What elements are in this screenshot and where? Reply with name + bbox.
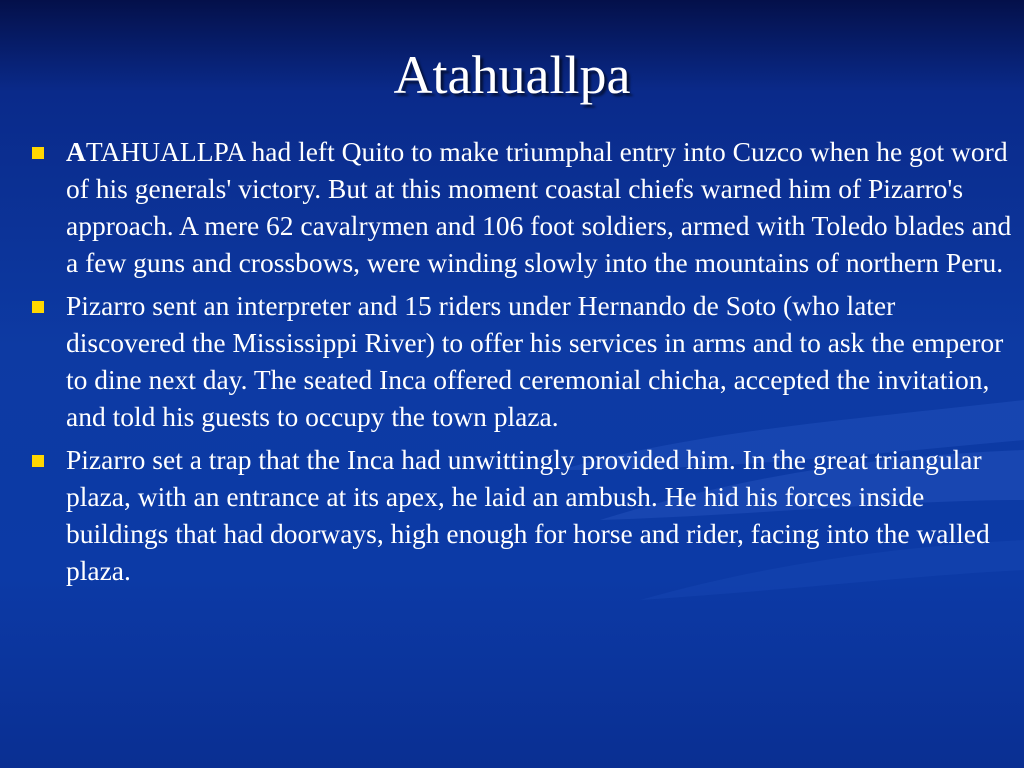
- bullet-item: [30, 287, 1015, 435]
- square-bullet-icon: [32, 455, 44, 467]
- bullet-text: TAHUALLPA had left Quito to make triumphal entry into Cuzco when he got word of his generals' victory. But at this moment coastal chiefs warned him of Pizarro's approach. A mere 62 cavalrymen and 106 foot soldiers, armed with Toledo blades and a few guns and crossbows, were winding slowly into the mountains of northern Peru.: [66, 136, 1012, 278]
- bullet-lead-letter: A: [66, 136, 86, 167]
- bullet-text: Pizarro set a trap that the Inca had unwittingly provided him. In the great triangular plaza, with an entrance at its apex, he laid an ambush. He hid his forces inside buildings that had doorways, high enough for horse and rider, facing into the walled plaza.: [66, 444, 990, 586]
- bullet-item: [30, 441, 1015, 589]
- bullet-item: [30, 133, 1015, 281]
- square-bullet-icon: [32, 147, 44, 159]
- slide-title: Atahuallpa: [393, 45, 631, 105]
- bullet-list: [30, 133, 1015, 595]
- square-bullet-icon: [32, 301, 44, 313]
- bullet-text: Pizarro sent an interpreter and 15 riders under Hernando de Soto (who later discovered the Mississippi River) to offer his services in arms and to ask the emperor to dine next day. The seated Inca offered ceremonial chicha, accepted the invitation, and told his guests to occupy the town plaza.: [66, 290, 1004, 432]
